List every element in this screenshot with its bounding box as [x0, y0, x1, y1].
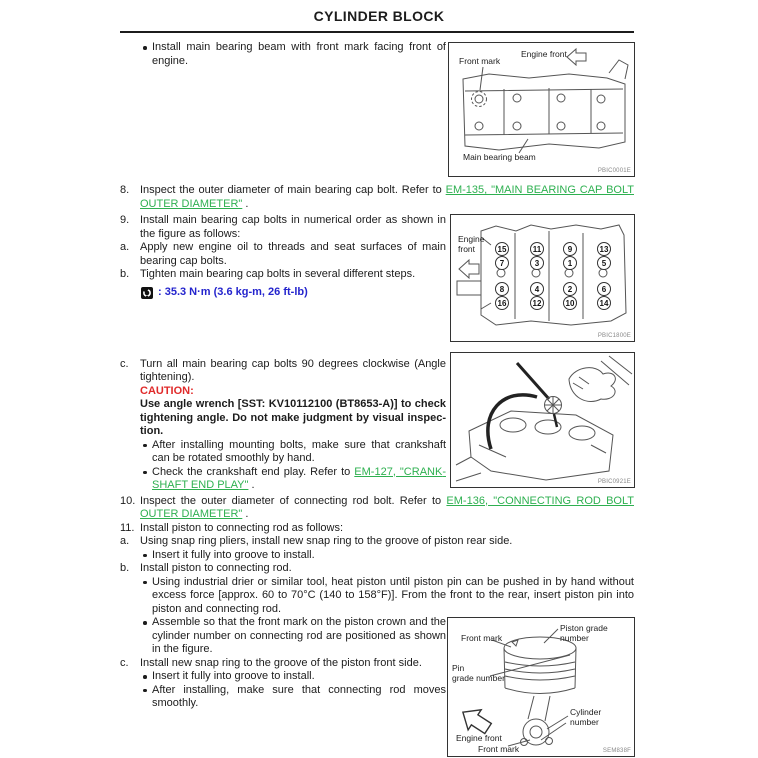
bolt-number: 12 — [530, 296, 544, 310]
step-text: Apply new engine oil to threads and seat surfaces of main bearing cap bolts. — [140, 241, 446, 267]
link-em135[interactable]: EM-135, "MAIN BEARING CAP BOLT OUTER DIAMETER" — [140, 184, 634, 210]
step-text-suffix: . — [242, 197, 249, 210]
note-text: Assemble so that the front mark on the piston crown and the cylinder number on connecting rod are positioned as shown in the figure. — [152, 616, 446, 655]
note-text: Check the crankshaft end play. Refer to — [152, 465, 355, 478]
label-engine-front: Engine front — [458, 234, 485, 254]
bolt-number: 3 — [530, 256, 544, 270]
bullet-icon — [143, 689, 147, 693]
step-text: Tighten main bearing cap bolts in several different steps. — [140, 268, 416, 280]
note-text: After installing mounting bolts, make sure that crankshaft can be rotated smoothly by hand. — [152, 438, 446, 464]
caution-text: Use angle wrench [SST: KV10112100 (BT8653-A)] to check tightening angle. Do not make judgment by visual inspection. — [140, 398, 446, 437]
angle-wrench-drawing — [451, 353, 634, 487]
note-crankshaft-rotate — [120, 439, 446, 466]
bullet-icon — [143, 675, 147, 679]
torque-value: : 35.3 N·m (3.6 kg-m, 26 ft-lb) — [158, 285, 308, 298]
step-text: Inspect the outer diameter of main bearing cap bolt. Refer to — [140, 184, 446, 196]
step-11b — [120, 562, 634, 576]
bolt-number: 7 — [495, 256, 509, 270]
figure-code: PBIC1800E — [597, 333, 631, 339]
step-9c — [120, 358, 446, 385]
bolt-number: 14 — [597, 296, 611, 310]
step-9a — [120, 241, 446, 268]
label-front-mark: Front mark — [459, 56, 501, 66]
engine-front-arrow — [459, 260, 479, 278]
label-front-mark-top: Front mark — [461, 633, 503, 643]
note-heat-piston — [120, 576, 634, 617]
bolt-number: 13 — [597, 242, 611, 256]
step-10 — [120, 495, 634, 522]
step-text: Using snap ring pliers, install new snap ring to the groove of piston rear side. — [140, 535, 513, 547]
step-text: Install new snap ring to the groove of the piston front side. — [140, 656, 422, 669]
step-11c — [120, 657, 446, 671]
label-front-mark-bottom: Front mark — [478, 744, 520, 754]
note-assemble — [120, 616, 446, 657]
note-text: Insert it fully into groove to install. — [152, 670, 315, 682]
label-cylinder-number: Cylinder number — [570, 707, 602, 727]
bullet-icon — [143, 46, 147, 50]
step-9 — [120, 214, 446, 241]
bolt-number: 5 — [597, 256, 611, 270]
note-text: Using industrial drier or similar tool, heat piston until piston pin can be pushed in by hand without excess force [approx. 60 to 70°C (140 to 158°F)]. From the front to the rear, insert piston pin into piston and connecting rod. — [152, 575, 634, 615]
bolt-number: 1 — [563, 256, 577, 270]
link-em127[interactable]: EM-127, "CRANKSHAFT END PLAY" — [152, 465, 446, 491]
step-text: Install piston to connecting rod as follows: — [140, 521, 344, 534]
label-pin-grade-line2: grade number — [452, 673, 505, 683]
step-number: 10. — [120, 494, 136, 507]
note-text-suffix: . — [248, 479, 255, 491]
caution-heading — [120, 385, 446, 399]
figure-piston-rod — [447, 617, 635, 757]
bolt-number: 11 — [530, 242, 544, 256]
figure-bolt-order — [450, 214, 635, 342]
note-text: After installing, make sure that connecting rod moves smoothly. — [152, 683, 446, 709]
step-11 — [120, 522, 634, 536]
label-engine-front: Engine front — [521, 49, 567, 59]
bolt-number: 9 — [563, 242, 577, 256]
caution-body — [120, 398, 446, 439]
bullet-icon — [143, 554, 147, 558]
label-engine-front: Engine front — [456, 733, 502, 743]
figure-code: PBIC0001E — [597, 168, 631, 174]
note-insert-rear — [120, 549, 634, 563]
step-11a — [120, 535, 634, 549]
note-rod-smooth — [120, 684, 446, 711]
bullet-icon — [143, 581, 147, 585]
link-em136[interactable]: EM-136, "CONNECTING ROD BOLT OUTER DIAMETER" — [140, 494, 634, 520]
step-letter: a. — [120, 535, 130, 547]
note-endplay — [120, 466, 446, 493]
step-number: 9. — [120, 214, 130, 226]
figure-code: PBIC0921E — [597, 479, 631, 485]
header-rule — [120, 31, 634, 33]
step-letter: b. — [120, 562, 130, 574]
bolt-number: 6 — [597, 282, 611, 296]
step-text-suffix: . — [242, 508, 249, 520]
label-piston-grade-number: Piston grade number — [560, 623, 608, 643]
step-9b — [120, 268, 446, 282]
note-insert-front — [120, 670, 446, 684]
bolt-number: 4 — [530, 282, 544, 296]
figure-main-bearing-beam — [448, 42, 635, 177]
step-install-beam — [120, 41, 446, 68]
note-text: Insert it fully into groove to install. — [152, 548, 315, 561]
bullet-icon — [143, 444, 147, 448]
caution-label-text: CAUTION: — [140, 384, 194, 397]
step-letter: c. — [120, 357, 129, 370]
step-text: Install piston to connecting rod. — [140, 562, 292, 574]
bolt-number: 15 — [495, 242, 509, 256]
bullet-icon — [143, 621, 147, 625]
step-text: Install main bearing beam with front mark facing front of engine. — [152, 41, 446, 67]
step-text: Turn all main bearing cap bolts 90 degrees clockwise (Angle tightening). — [140, 357, 446, 383]
step-letter: c. — [120, 656, 129, 669]
figure-angle-wrench — [450, 352, 635, 488]
torque-wrench-icon — [141, 287, 153, 304]
figure-code: SEM838F — [602, 748, 631, 754]
bolt-number: 2 — [563, 282, 577, 296]
step-number: 8. — [120, 184, 130, 196]
bolt-number: 10 — [563, 296, 577, 310]
engine-front-arrow — [567, 49, 586, 65]
step-letter: a. — [120, 241, 130, 253]
step-number: 11. — [120, 521, 135, 534]
page-title: CYLINDER BLOCK — [313, 8, 445, 24]
step-8 — [120, 184, 634, 211]
bolt-number: 16 — [495, 296, 509, 310]
step-text: Inspect the outer diameter of connecting rod bolt. Refer to — [140, 494, 447, 507]
bolt-number: 8 — [495, 282, 509, 296]
step-text: Install main bearing cap bolts in numerical order as shown in the figure as follows: — [140, 214, 446, 240]
step-letter: b. — [120, 268, 130, 280]
bullet-icon — [143, 471, 147, 475]
label-pin-grade-line1: Pin — [452, 663, 465, 673]
label-main-bearing-beam: Main bearing beam — [463, 152, 536, 162]
